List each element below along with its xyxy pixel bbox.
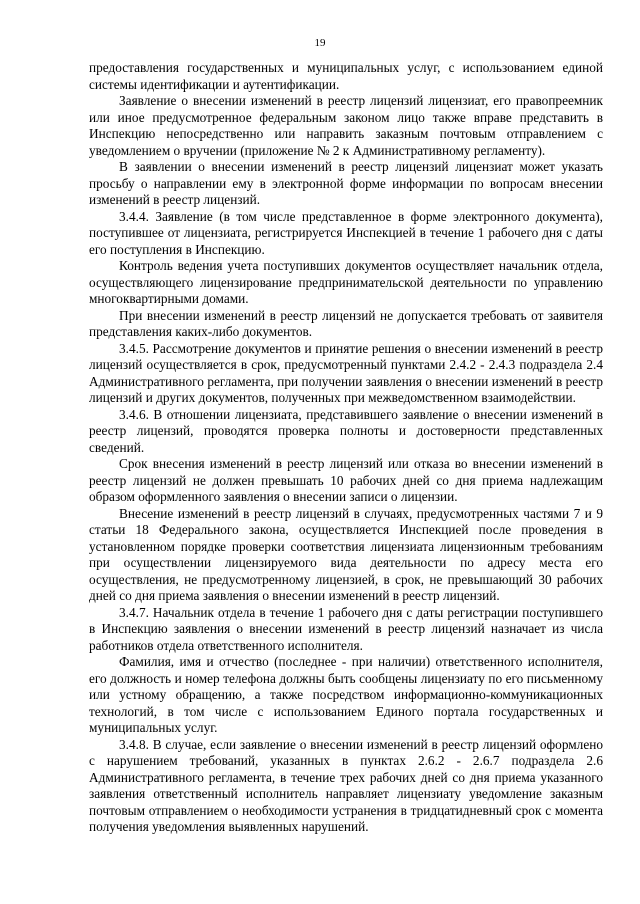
paragraph-no-extra-documents: При внесении изменений в реестр лицензий не допускается требовать от заявителя представления каких-либо документов. <box>89 307 603 339</box>
paragraph-deadline-10-days: Срок внесения изменений в реестр лицензий или отказа во внесении изменений в реестр лицензий не должен превышать 10 рабочих дней со дня приема надлежащим образом оформленного заявления о внесении записи о лицензии. <box>89 456 603 504</box>
paragraph-control-of-records: Контроль ведения учета поступивших документов осуществляет начальник отдела, осуществляющего лицензирование предпринимательской деятельности по управлению многоквартирными домами. <box>89 258 603 306</box>
paragraph-3-4-4: 3.4.4. Заявление (в том числе представленное в форме электронного документа), поступившее от лицензиата, регистрируется Инспекцией в течение 1 рабочего дня с даты его поступления в Инспекцию. <box>89 208 603 257</box>
paragraph-deadline-30-days: Внесение изменений в реестр лицензий в случаях, предусмотренных частями 7 и 9 статьи 18 Федерального закона, осуществляется Инспекцией после проведения в установленном порядке проверки соответствия лицензиата лицензионным требованиям при осуществлении лицензируемого вида деятельности по адресу места его осуществления, не предусмотренному лицензией, в срок, не превышающий 30 рабочих дней со дня приема заявления о внесении изменений в реестр лицензий. <box>89 505 603 603</box>
paragraph-continuation: предоставления государственных и муниципальных услуг, с использованием единой системы идентификации и аутентификации. <box>89 60 603 92</box>
paragraph-3-4-5: 3.4.5. Рассмотрение документов и принятие решения о внесении изменений в реестр лицензий осуществляется в срок, предусмотренный пунктами 2.4.2 - 2.4.3 подраздела 2.4 Административного регламента, при получении заявления о внесении изменений в реестр лицензий и других документов, полученных при межведомственном взаимодействии. <box>89 340 603 405</box>
page-number: 19 <box>314 37 326 49</box>
paragraph-3-4-8: 3.4.8. В случае, если заявление о внесении изменений в реестр лицензий оформлено с нарушением требований, указанных в пунктах 2.6.2 - 2.6.7 подраздела 2.6 Административного регламента, в течение трех рабочих дней со дня приема указанного заявления ответственный исполнитель направляет лицензиату уведомление заказным почтовым отправлением о необходимости устранения в тридцатидневный срок с момента получения уведомления выявленных нарушений. <box>89 736 603 834</box>
paragraph-responsible-executor-info: Фамилия, имя и отчество (последнее - при наличии) ответственного исполнителя, его должность и номер телефона должны быть сообщены лицензиату по его письменному или устному обращению, а также посредством информационно-коммуникационных технологий, в том числе с использованием Единого портала государственных и муниципальных услуг. <box>89 654 603 735</box>
paragraph-3-4-6: 3.4.6. В отношении лицензиата, представившего заявление о внесении изменений в реестр лицензий, проводятся проверка полноты и достоверности представленных сведений. <box>89 406 603 455</box>
paragraph-submission-by-mail: Заявление о внесении изменений в реестр лицензий лицензиат, его правопреемник или иное предусмотренное федеральным законом лицо также вправе представить в Инспекцию непосредственно или направить заказным почтовым отправлением с уведомлением о вручении (приложение № 2 к Административному регламенту). <box>89 93 603 158</box>
paragraph-3-4-7: 3.4.7. Начальник отдела в течение 1 рабочего дня с даты регистрации поступившего в Инспекцию заявления о внесении изменений в реестр лицензий назначает из числа работников отдела ответственного исполнителя. <box>89 604 603 653</box>
paragraph-electronic-request: В заявлении о внесении изменений в реестр лицензий лицензиат может указать просьбу о направлении ему в электронной форме информации по вопросам внесении изменений в реестр лицензий. <box>89 159 603 207</box>
document-body <box>89 60 603 836</box>
